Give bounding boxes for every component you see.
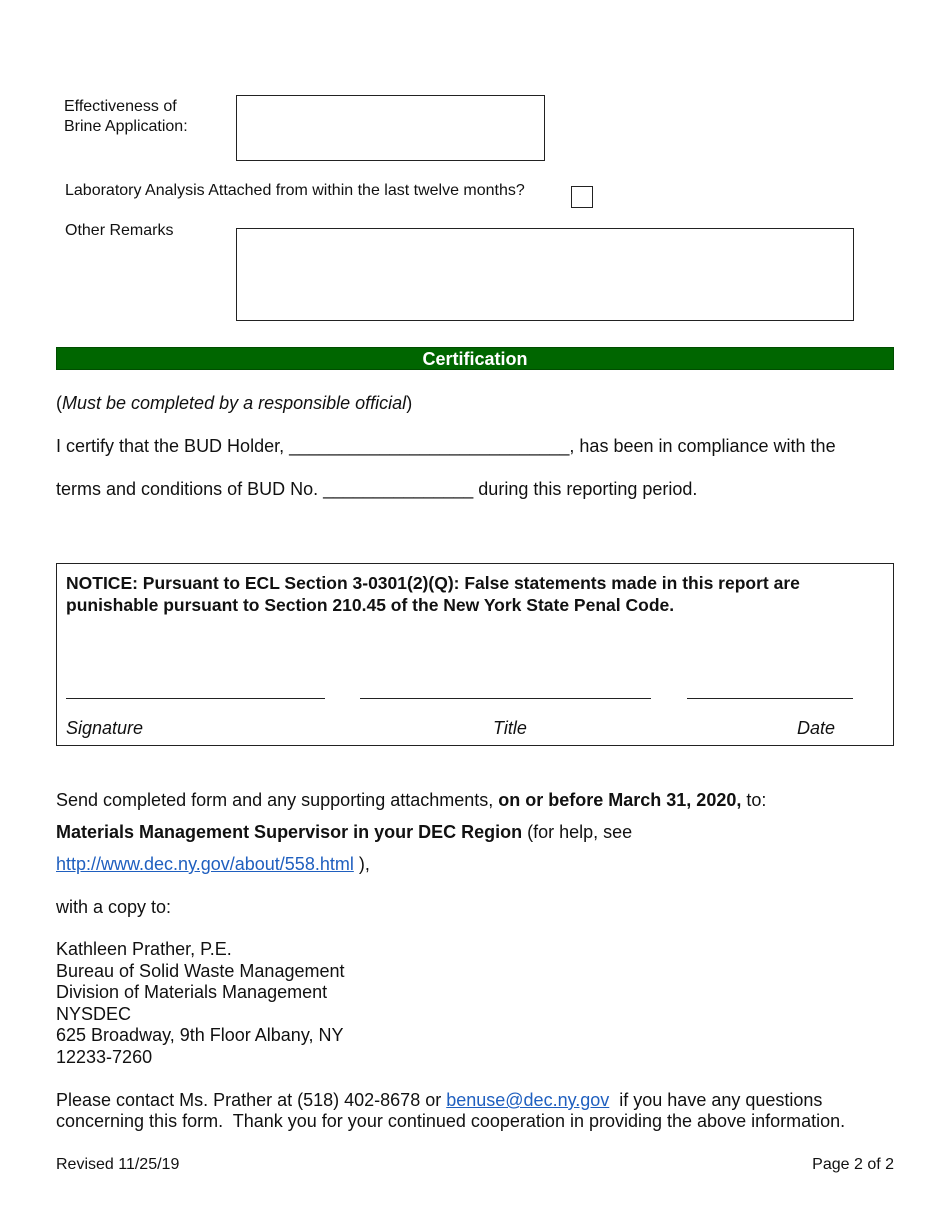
send-recipient bbox=[56, 821, 632, 843]
contact-line2: concerning this form. Thank you for your continued cooperation in providing the above information. bbox=[56, 1111, 846, 1131]
address-line: Kathleen Prather, P.E. bbox=[56, 939, 232, 959]
certification-note-open: ( bbox=[56, 393, 62, 413]
send-prefix: Send completed form and any supporting attachments, bbox=[56, 790, 499, 810]
signature-label: Signature bbox=[66, 718, 144, 738]
certification-header: Certification bbox=[56, 347, 894, 370]
date-line[interactable] bbox=[687, 698, 853, 699]
title-line[interactable] bbox=[360, 698, 651, 699]
certification-note-italic: Must be completed by a responsible official bbox=[62, 393, 407, 413]
title-label: Title bbox=[493, 718, 527, 738]
signature-line[interactable] bbox=[66, 698, 325, 699]
send-suffix: to: bbox=[741, 790, 767, 810]
contact-prefix: Please contact Ms. Prather at (518) 402-8678 or bbox=[56, 1090, 447, 1110]
effectiveness-label bbox=[64, 97, 188, 137]
cert-line2-suffix: during this reporting period. bbox=[473, 479, 698, 499]
recipient-supervisor: Materials Management Supervisor in your DEC Region bbox=[56, 822, 523, 842]
contact-suffix: if you have any questions bbox=[609, 1090, 823, 1110]
certification-note-close: ) bbox=[406, 393, 413, 413]
cert-line1-prefix: I certify that the BUD Holder, bbox=[56, 436, 290, 456]
page-number: Page 2 of 2 bbox=[812, 1156, 894, 1173]
effectiveness-label-line2: Brine Application: bbox=[64, 118, 188, 135]
send-deadline: on or before March 31, 2020, bbox=[498, 790, 742, 810]
address-line: Bureau of Solid Waste Management bbox=[56, 960, 345, 981]
address-block bbox=[56, 939, 345, 1068]
other-remarks-label: Other Remarks bbox=[65, 222, 174, 239]
certification-note bbox=[56, 392, 412, 414]
address-line: 12233-7260 bbox=[56, 1046, 153, 1067]
other-remarks-field[interactable] bbox=[236, 228, 854, 321]
certification-statement-line1 bbox=[56, 435, 836, 457]
effectiveness-field[interactable] bbox=[236, 95, 545, 161]
contact-line1 bbox=[56, 1089, 822, 1111]
help-link-line bbox=[56, 853, 370, 875]
help-link-suffix: ), bbox=[353, 854, 370, 874]
bud-number-blank[interactable]: _______________ bbox=[323, 479, 474, 499]
lab-analysis-label: Laboratory Analysis Attached from within the last twelve months? bbox=[65, 182, 525, 199]
contact-email-link[interactable]: benuse@dec.ny.gov bbox=[446, 1090, 610, 1110]
help-link[interactable]: http://www.dec.ny.gov/about/558.html bbox=[56, 854, 354, 874]
send-instructions bbox=[56, 789, 766, 811]
cert-line2-prefix: terms and conditions of BUD No. bbox=[56, 479, 324, 499]
copy-to-label: with a copy to: bbox=[56, 897, 172, 917]
lab-analysis-checkbox[interactable] bbox=[571, 186, 593, 208]
recipient-help: (for help, see bbox=[522, 822, 633, 842]
bud-holder-blank[interactable]: ____________________________ bbox=[289, 436, 570, 456]
revised-date: Revised 11/25/19 bbox=[56, 1156, 180, 1173]
certification-statement-line2 bbox=[56, 478, 697, 500]
address-line: Division of Materials Management bbox=[56, 982, 328, 1002]
address-line: 625 Broadway, 9th Floor Albany, NY bbox=[56, 1025, 344, 1045]
cert-line1-suffix: , has been in compliance with the bbox=[569, 436, 836, 456]
date-label: Date bbox=[797, 718, 836, 738]
address-line: NYSDEC bbox=[56, 1003, 132, 1024]
effectiveness-label-line1: Effectiveness of bbox=[64, 98, 177, 115]
notice-text: NOTICE: Pursuant to ECL Section 3-0301(2)(Q): False statements made in this report are punishable pursuant to Section 210.45 of the New York State Penal Code. bbox=[66, 573, 800, 615]
